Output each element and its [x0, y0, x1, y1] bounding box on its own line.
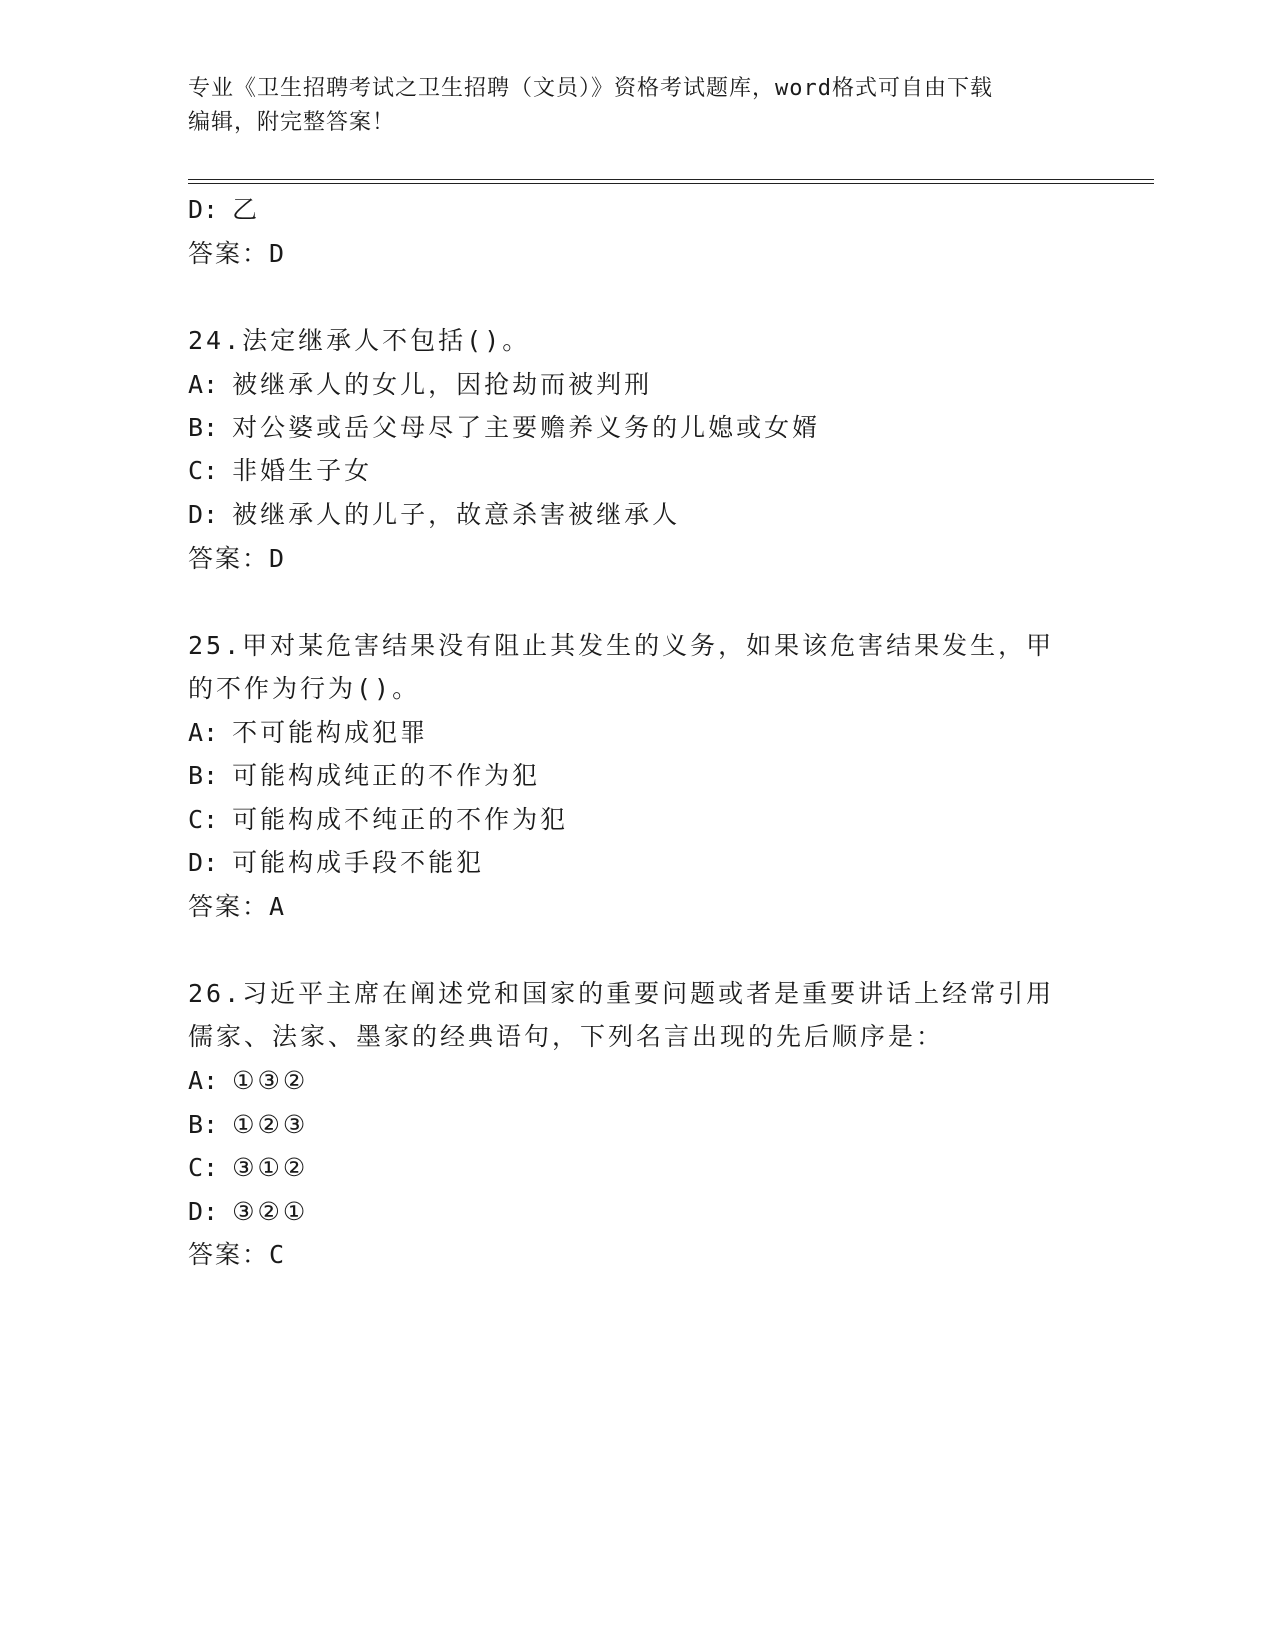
- option-text: 可能构成不纯正的不作为犯: [232, 805, 569, 834]
- q25-answer: [188, 891, 286, 923]
- option-text: 被继承人的女儿，因抢劫而被判刑: [232, 370, 653, 399]
- option-text: 可能构成手段不能犯: [232, 848, 485, 877]
- option-label: C:: [188, 1153, 219, 1182]
- option-label: B:: [188, 413, 219, 442]
- q26-option-b: [188, 1109, 308, 1141]
- prev-option-d: [188, 194, 260, 226]
- q26-stem-line-1: 26.习近平主席在阐述党和国家的重要问题或者是重要讲话上经常引用: [188, 979, 1055, 1008]
- option-label: C:: [188, 456, 219, 485]
- option-text: 不可能构成犯罪: [232, 718, 429, 747]
- q25-stem-line-1: 25.甲对某危害结果没有阻止其发生的义务，如果该危害结果发生，甲: [188, 631, 1055, 660]
- answer-label: 答案：: [188, 892, 270, 921]
- q25-option-a: [188, 717, 428, 749]
- option-label: A:: [188, 1066, 219, 1095]
- option-text: 可能构成纯正的不作为犯: [232, 761, 541, 790]
- q25-option-b: [188, 760, 540, 792]
- option-label: C:: [188, 805, 219, 834]
- q26-answer: [188, 1239, 286, 1271]
- answer-value: D: [269, 544, 287, 573]
- option-label: A:: [188, 370, 219, 399]
- q24-option-c: [188, 455, 372, 487]
- q26-stem-line-2: 儒家、法家、墨家的经典语句，下列名言出现的先后顺序是：: [188, 1022, 945, 1051]
- option-text: 非婚生子女: [232, 456, 373, 485]
- option-label: D:: [188, 195, 219, 224]
- q24-option-b: [188, 412, 820, 444]
- answer-label: 答案：: [188, 1240, 270, 1269]
- q26-option-a: [188, 1065, 308, 1097]
- q26-option-d: [188, 1196, 308, 1228]
- option-label: A:: [188, 718, 219, 747]
- option-text: 对公婆或岳父母尽了主要赡养义务的儿媳或女婿: [232, 413, 821, 442]
- answer-label: 答案：: [188, 239, 270, 268]
- answer-value: D: [269, 239, 287, 268]
- q25-option-d: [188, 847, 484, 879]
- q24-option-d: [188, 499, 680, 531]
- option-label: D:: [188, 500, 219, 529]
- q24-answer: [188, 543, 286, 575]
- option-text: 乙: [232, 195, 261, 224]
- option-label: B:: [188, 1110, 219, 1139]
- option-label: D:: [188, 1197, 219, 1226]
- option-label: B:: [188, 761, 219, 790]
- q24-stem: 24.法定继承人不包括()。: [188, 326, 531, 355]
- option-text: ①③②: [232, 1066, 309, 1095]
- answer-value: A: [269, 892, 287, 921]
- q25-option-c: [188, 804, 568, 836]
- q24-option-a: [188, 369, 652, 401]
- header-line-1: 专业《卫生招聘考试之卫生招聘（文员）》资格考试题库，word格式可自由下载: [188, 76, 993, 101]
- option-label: D:: [188, 848, 219, 877]
- header-rule-bottom: [188, 183, 1154, 184]
- option-text: ③②①: [232, 1197, 309, 1226]
- header-rule-top: [188, 179, 1154, 180]
- answer-label: 答案：: [188, 544, 270, 573]
- option-text: ③①②: [232, 1153, 309, 1182]
- prev-answer: [188, 238, 286, 270]
- option-text: ①②③: [232, 1110, 309, 1139]
- q26-option-c: [188, 1152, 308, 1184]
- header-line-2: 编辑，附完整答案！: [188, 110, 396, 135]
- q25-stem-line-2: 的不作为行为()。: [188, 674, 421, 703]
- document-header: [188, 72, 1068, 140]
- option-text: 被继承人的儿子，故意杀害被继承人: [232, 500, 681, 529]
- answer-value: C: [269, 1240, 287, 1269]
